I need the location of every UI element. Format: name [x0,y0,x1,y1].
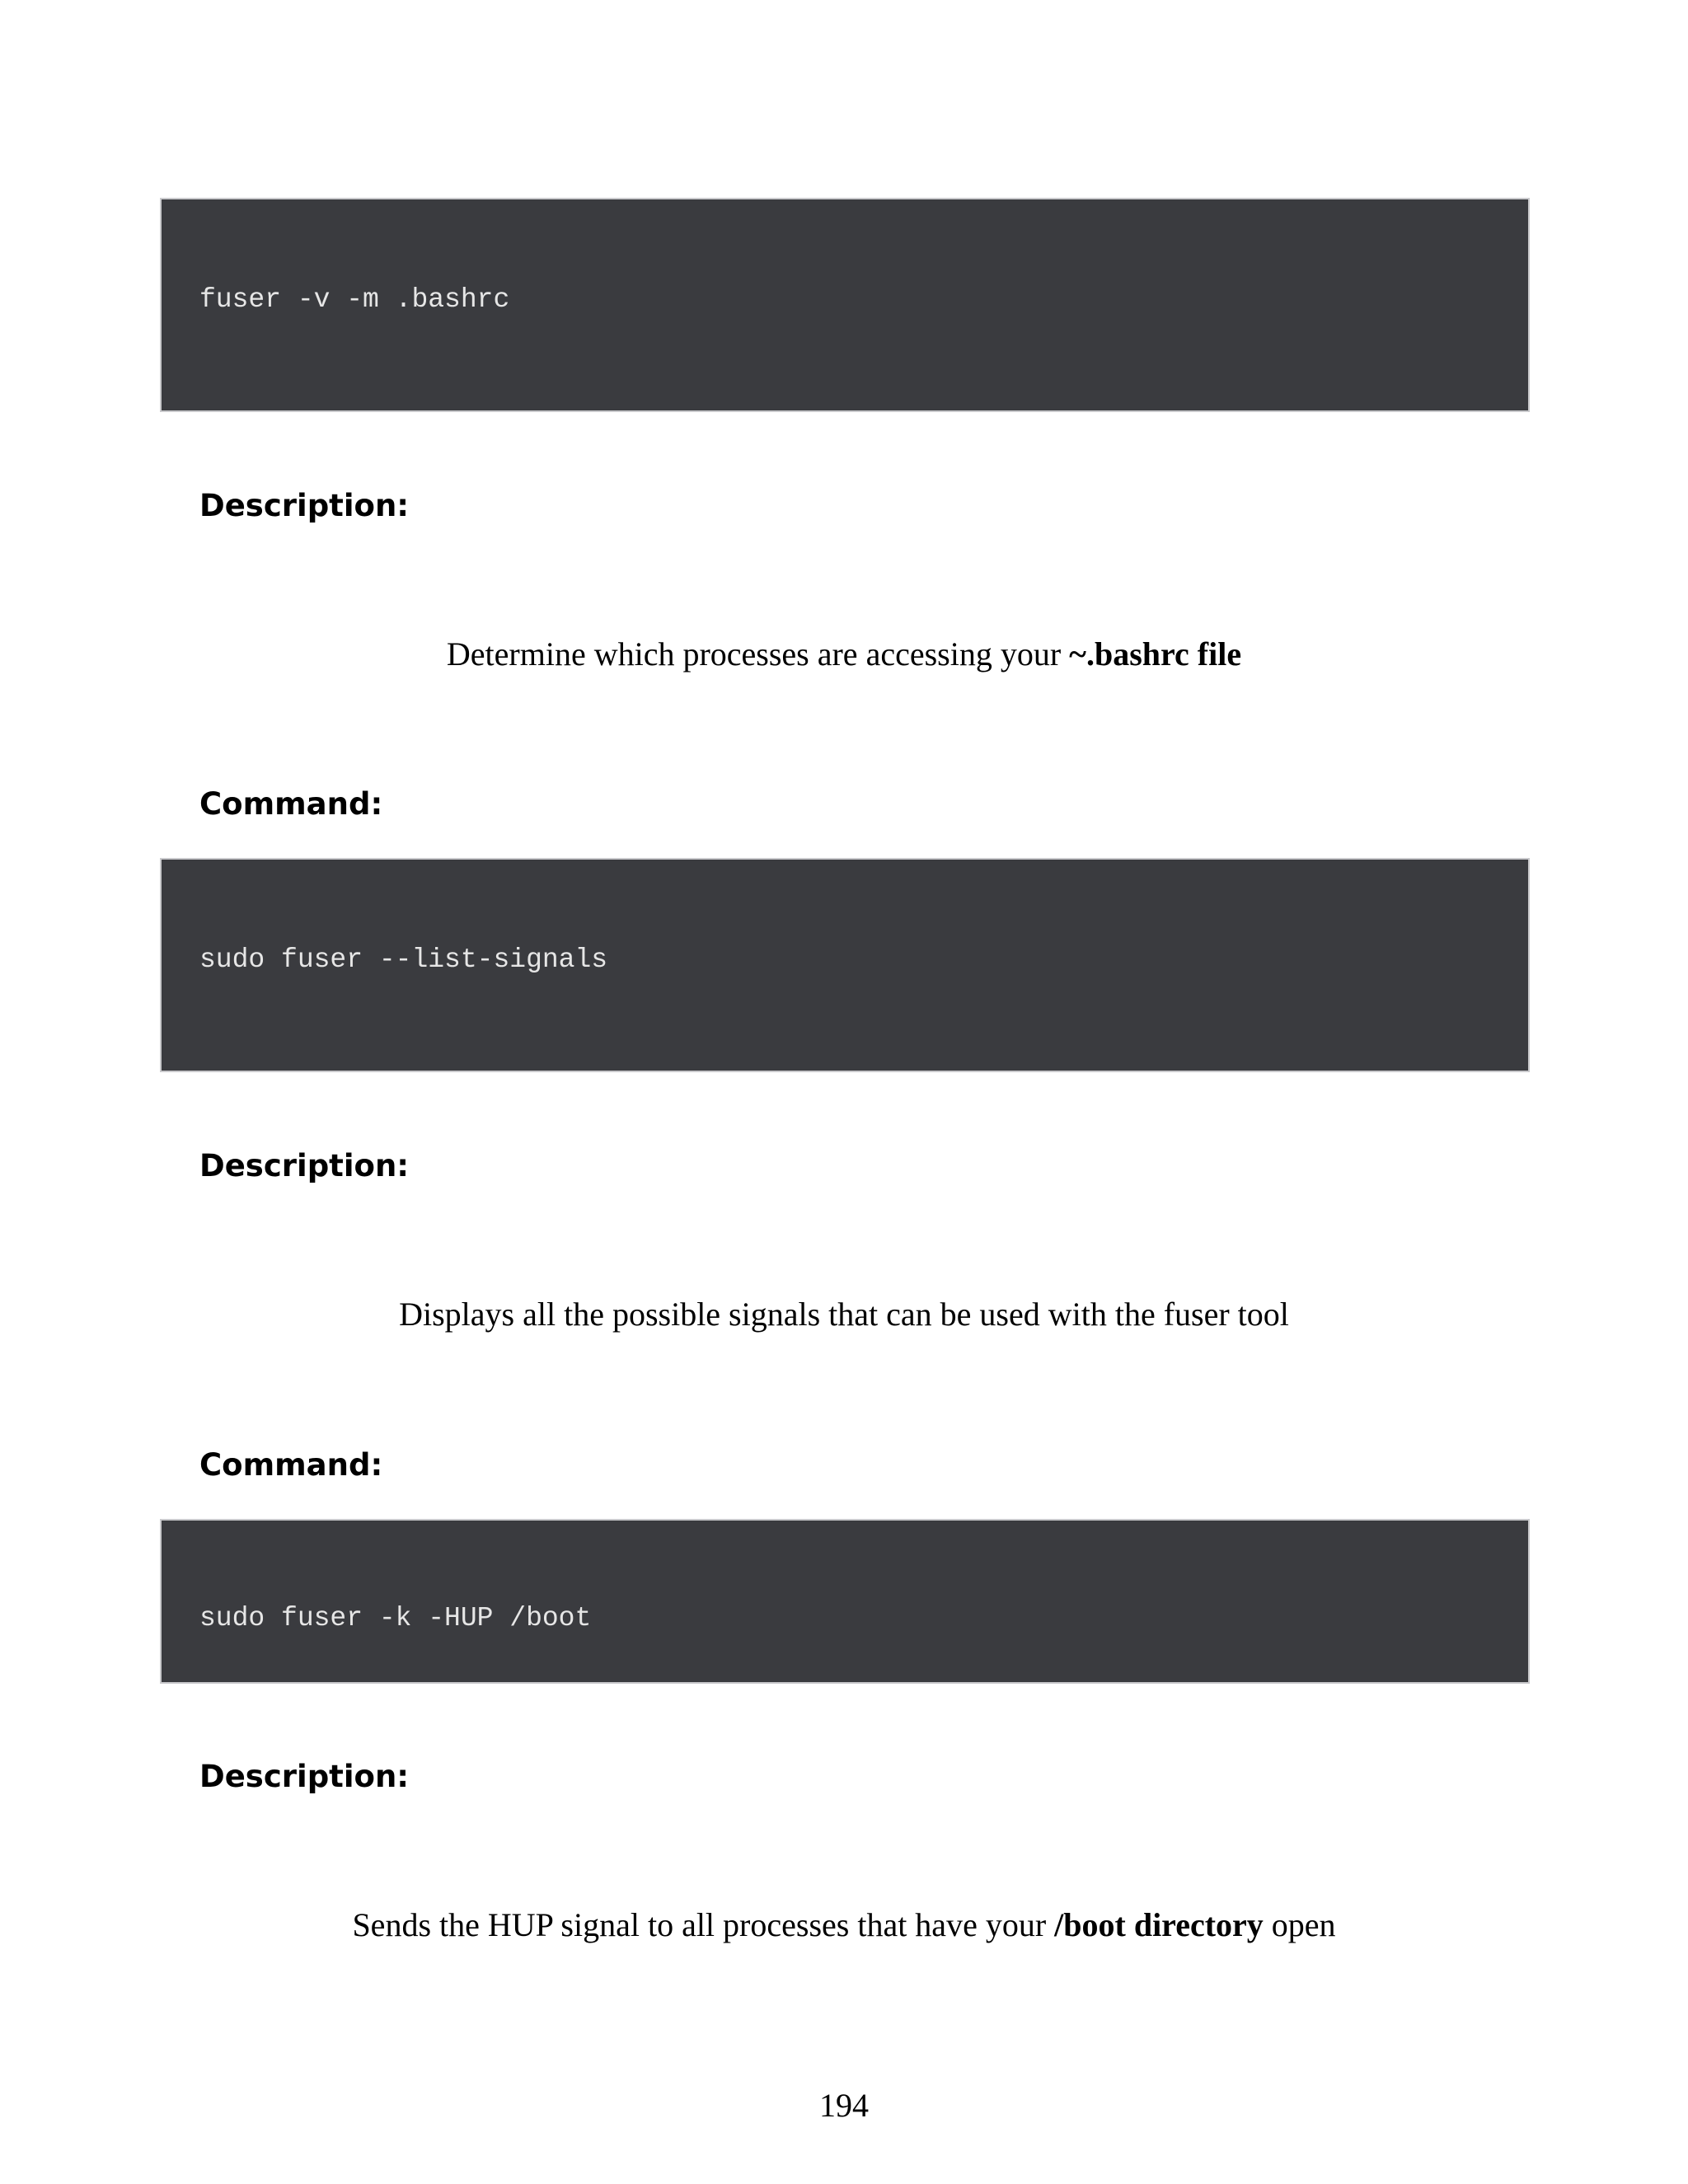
code-block-2 [160,858,1530,1072]
command-text: fuser -v -m .bashrc [199,284,510,315]
description-segment: Determine which processes are accessing your [446,635,1070,673]
description-segment: Displays all the possible signals that can be used with the fuser tool [399,1296,1289,1333]
description-label: Description: [199,488,410,523]
description-label: Description: [199,1148,410,1183]
description-segment: open [1263,1906,1336,1943]
command-label: Command: [199,786,383,822]
command-label: Command: [199,1447,383,1483]
description-segment: Sends the HUP signal to all processes that have your [352,1906,1055,1943]
description-segment-bold: ~.bashrc file [1069,635,1242,673]
description-text [0,1298,1688,1331]
command-text: sudo fuser --list-signals [199,944,608,975]
code-block-1 [160,198,1530,412]
description-label: Description: [199,1759,410,1794]
code-block-3 [160,1519,1530,1684]
command-text: sudo fuser -k -HUP /boot [199,1603,592,1633]
page-number: 194 [819,2087,869,2124]
description-segment-bold: /boot directory [1054,1906,1264,1943]
description-text [0,635,1688,673]
description-text [0,1906,1688,1943]
